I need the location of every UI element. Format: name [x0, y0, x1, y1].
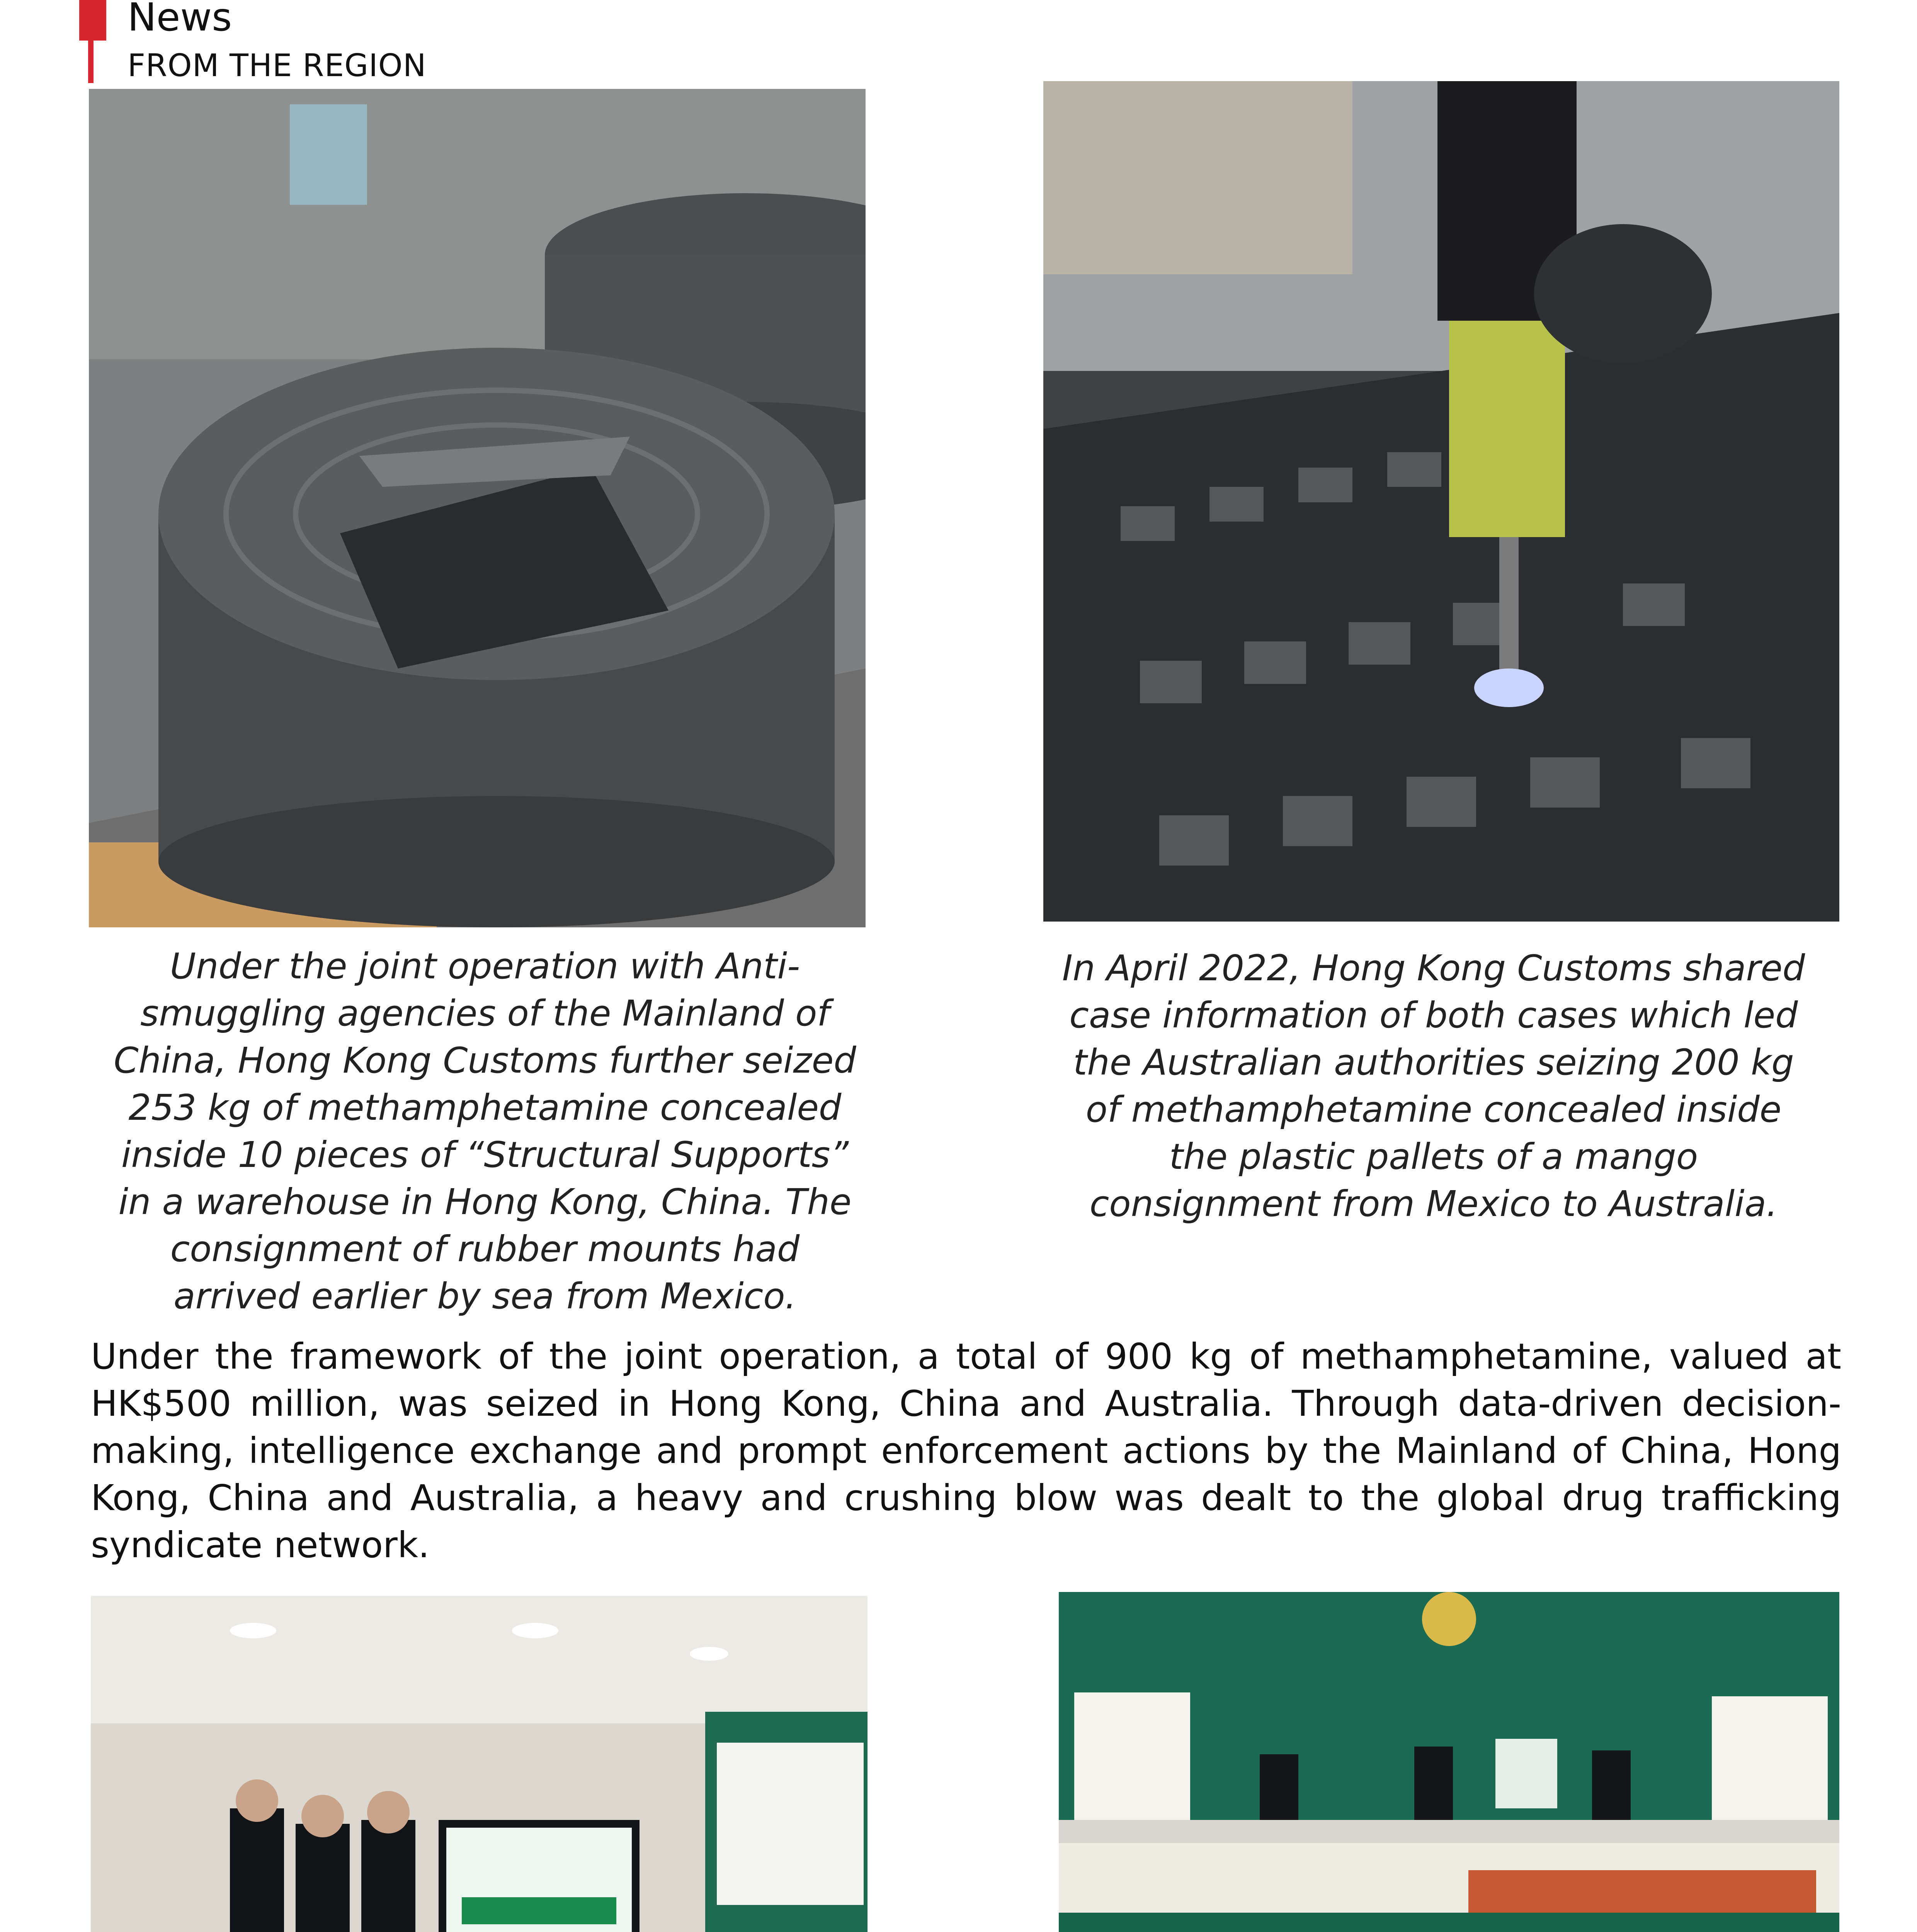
- rubber-mount-caption: Under the joint operation with Anti-smuggling agencies of the Mainland of China, Hong Kong Customs further seized 253 kg of methamphetamine concealed inside 10 pieces of “Structural Supports” in a warehouse in Hong Kong, China. The consignment of rubber mounts had arrived earlier by sea from Mexico.: [114, 946, 856, 1317]
- press-officers-photo: [91, 1596, 867, 1932]
- section-subtitle: FROM THE REGION: [128, 48, 427, 83]
- section-title: News: [128, 0, 232, 40]
- press-table-photo: [1059, 1592, 1839, 1932]
- pallet-drill-caption: In April 2022, Hong Kong Customs shared case information of both cases which led the Australian authorities seizing 200 kg of methamphetamine concealed inside the plastic pallets of a mango consignment from Mexico to Australia.: [1062, 947, 1805, 1225]
- section-marker-thin-bar: [88, 41, 94, 83]
- rubber-mount-photo: [89, 89, 866, 927]
- section-marker-bar: [79, 0, 106, 41]
- pallet-drill-photo: [1043, 81, 1839, 922]
- body-paragraph: Under the framework of the joint operation, a total of 900 kg of methamphetamine, valued at HK$500 million, was seized in Hong Kong, China and Australia. Through data-driven decision-making, intelligence exchange and prompt enforcement actions by the Mainland of China, Hong Kong, China and Australia, a heavy and crushing blow was dealt to the global drug trafficking syndicate network.: [91, 1336, 1841, 1566]
